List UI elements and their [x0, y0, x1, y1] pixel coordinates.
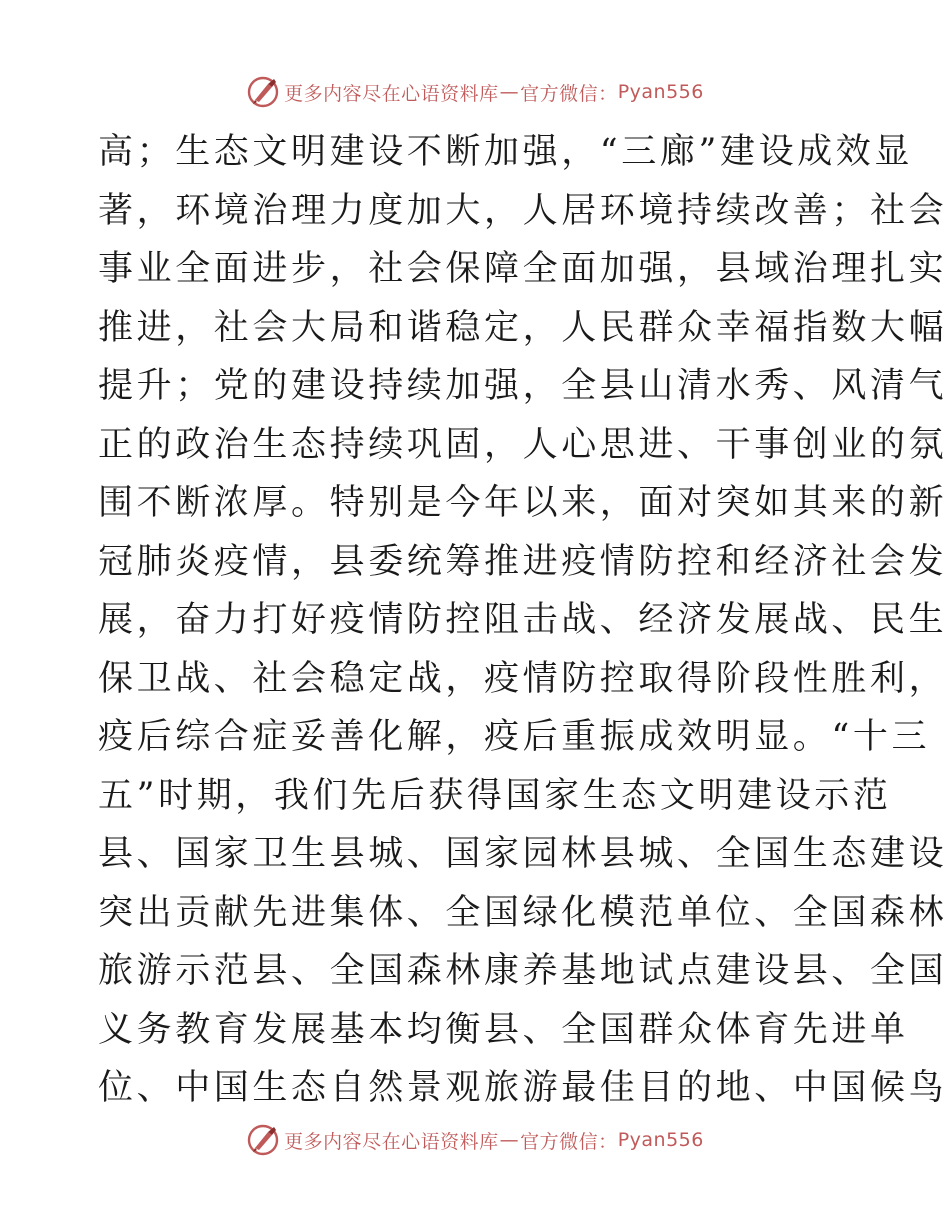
body-line: 著，环境治理力度加大，人居环境持续改善；社会: [98, 190, 948, 231]
body-line: 保卫战、社会稳定战，疫情防控取得阶段性胜利，: [98, 658, 948, 699]
footer-wechat-account: Pyan556: [617, 1129, 704, 1151]
body-line: 事业全面进步，社会保障全面加强，县域治理扎实: [98, 249, 948, 289]
body-line: 围不断浓厚。特别是今年以来，面对突如其来的新: [98, 483, 948, 523]
body-line: 疫后综合症妥善化解，疫后重振成效明显。“十三: [98, 717, 931, 757]
body-line: 旅游示范县、全国森林康养基地试点建设县、全国: [98, 951, 948, 991]
footer-wechat-label: 官方微信：: [520, 1130, 618, 1153]
footer-dash: —: [499, 1129, 520, 1151]
body-line: 县、国家卫生县城、国家园林县城、全国生态建设: [98, 834, 948, 874]
body-line: 正的政治生态持续巩固，人心思进、干事创业的氛: [98, 424, 948, 465]
body-line: 展，奋力打好疫情防控阻击战、经济发展战、民生: [98, 600, 948, 640]
body-line: 突出贡献先进集体、全国绿化模范单位、全国森林: [98, 892, 948, 933]
header-banner: [0, 72, 950, 112]
header-wechat-label: 官方微信：: [520, 82, 618, 105]
body-line: 五”时期，我们先后获得国家生态文明建设示范: [98, 775, 892, 816]
body-line: 义务教育发展基本均衡县、全国群众体育先进单: [98, 1009, 909, 1050]
footer-banner: [0, 1120, 950, 1160]
document-body: [98, 123, 948, 1118]
body-line: 位、中国生态自然景观旅游最佳目的地、中国候鸟: [98, 1068, 948, 1108]
quill-logo-icon: [246, 1123, 280, 1157]
footer-site-text: 更多内容尽在心语资料库: [284, 1130, 499, 1153]
body-line: 提升；党的建设持续加强，全县山清水秀、风清气: [98, 366, 948, 406]
body-line: 推进，社会大局和谐稳定，人民群众幸福指数大幅: [98, 307, 948, 348]
header-wechat-account: Pyan556: [617, 81, 704, 103]
header-dash: —: [499, 81, 520, 103]
body-line: 高；生态文明建设不断加强，“三廊”建设成效显: [98, 132, 913, 172]
body-line: 冠肺炎疫情，县委统筹推进疫情防控和经济社会发: [98, 541, 948, 582]
quill-logo-icon: [246, 75, 280, 109]
header-site-text: 更多内容尽在心语资料库: [284, 82, 499, 105]
